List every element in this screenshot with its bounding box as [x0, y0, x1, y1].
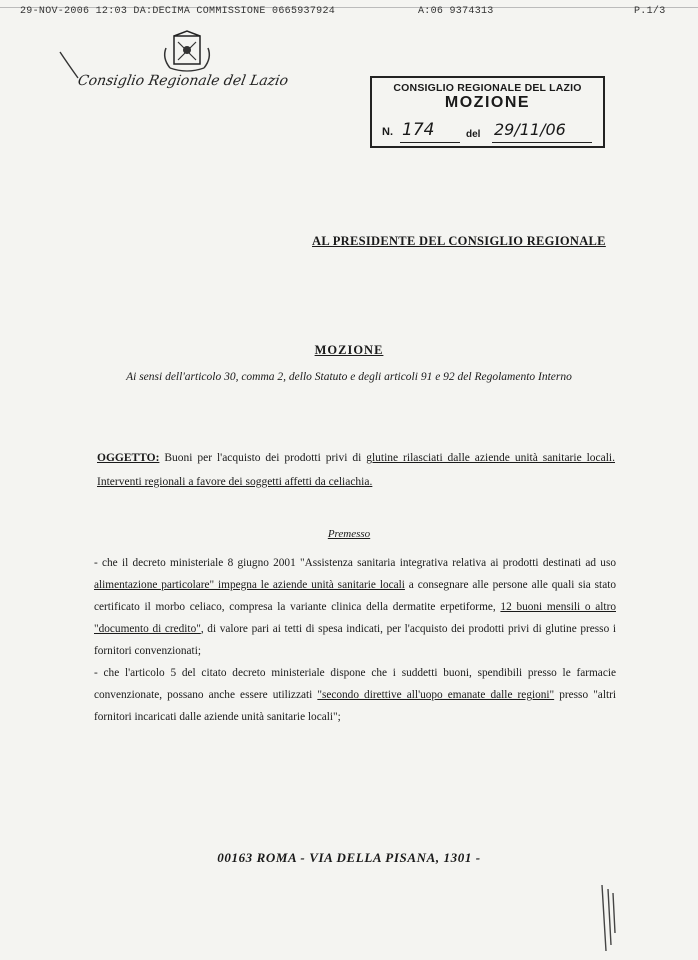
footer-address: 00163 ROMA - VIA DELLA PISANA, 1301 -	[217, 850, 481, 865]
paragraph-text-underlined: "secondo direttive all'uopo emanate dalle regioni"	[317, 689, 555, 701]
fax-transmission-header	[0, 6, 698, 20]
paragraph-text: presso "altri fornitori incaricati dalle aziende unità sanitarie locali";	[94, 689, 616, 723]
paragraph-text-underlined: 12 buoni mensili o altro "documento di credito"	[94, 601, 616, 635]
paragraph-text: , di valore pari ai tetti di spesa indicati, per l'acquisto dei prodotti privi di glutine presso i fornitori convenzionati;	[94, 623, 616, 657]
pen-stroke-mark	[58, 50, 80, 80]
subject-label: OGGETTO:	[97, 452, 160, 464]
regional-emblem-icon	[160, 30, 214, 74]
document-subtitle: Ai sensi dell'articolo 30, comma 2, dello Statuto e degli articoli 91 e 92 del Regolamento Interno	[126, 371, 572, 383]
fax-header-sender: 29-NOV-2006 12:03 DA:DECIMA COMMISSIONE 0665937924	[20, 6, 336, 17]
stamp-number-line	[400, 142, 460, 143]
paragraph-text: - che l'articolo 5 del citato decreto ministeriale dispone che i suddetti buoni, spendibili presso le farmacie convenzionate, possano anche essere utilizzati	[94, 667, 616, 701]
stamp-date: 29/11/06	[494, 120, 566, 139]
subject-text-underlined: glutine rilasciati dalle aziende unità sanitarie locali. Interventi regionali a favore dei soggetti affetti da celiachia.	[97, 452, 615, 488]
stamp-date-prefix: del	[466, 129, 481, 140]
protocol-stamp	[370, 76, 605, 148]
paragraph-text: - che il decreto ministeriale 8 giugno 2001 "Assistenza sanitaria integrativa relativa ai prodotti destinati ad uso	[94, 557, 616, 569]
fax-header-recipient: A:06 9374313	[418, 6, 494, 17]
premesso-heading: Premesso	[327, 528, 371, 540]
fax-header-page: P.1/3	[634, 6, 666, 17]
scan-edge-mark	[598, 883, 618, 953]
stamp-number: 174	[402, 120, 435, 140]
stamp-label: MOZIONE	[444, 94, 531, 111]
addressee-line: AL PRESIDENTE DEL CONSIGLIO REGIONALE	[312, 234, 606, 248]
letterhead-council-name: Consiglio Regionale del Lazio	[76, 73, 290, 89]
stamp-title: CONSIGLIO REGIONALE DEL LAZIO	[393, 82, 582, 94]
stamp-number-row	[382, 120, 597, 146]
stamp-number-prefix: N.	[382, 126, 393, 138]
paragraph	[94, 552, 616, 662]
motion-body	[94, 552, 616, 728]
document-title: MOZIONE	[314, 343, 384, 357]
paragraph-text: a consegnare alle persone alle quali sia stato certificato il morbo celiaco, compresa la variante clinica della dermatite erpetiforme,	[94, 579, 616, 613]
stamp-date-line	[492, 142, 592, 143]
subject-block	[97, 446, 615, 494]
paragraph	[94, 662, 616, 728]
subject-text-part: Buoni per l'acquisto dei prodotti privi di	[159, 452, 367, 464]
paragraph-text-underlined: alimentazione particolare" impegna le aziende unità sanitarie locali	[94, 579, 405, 591]
